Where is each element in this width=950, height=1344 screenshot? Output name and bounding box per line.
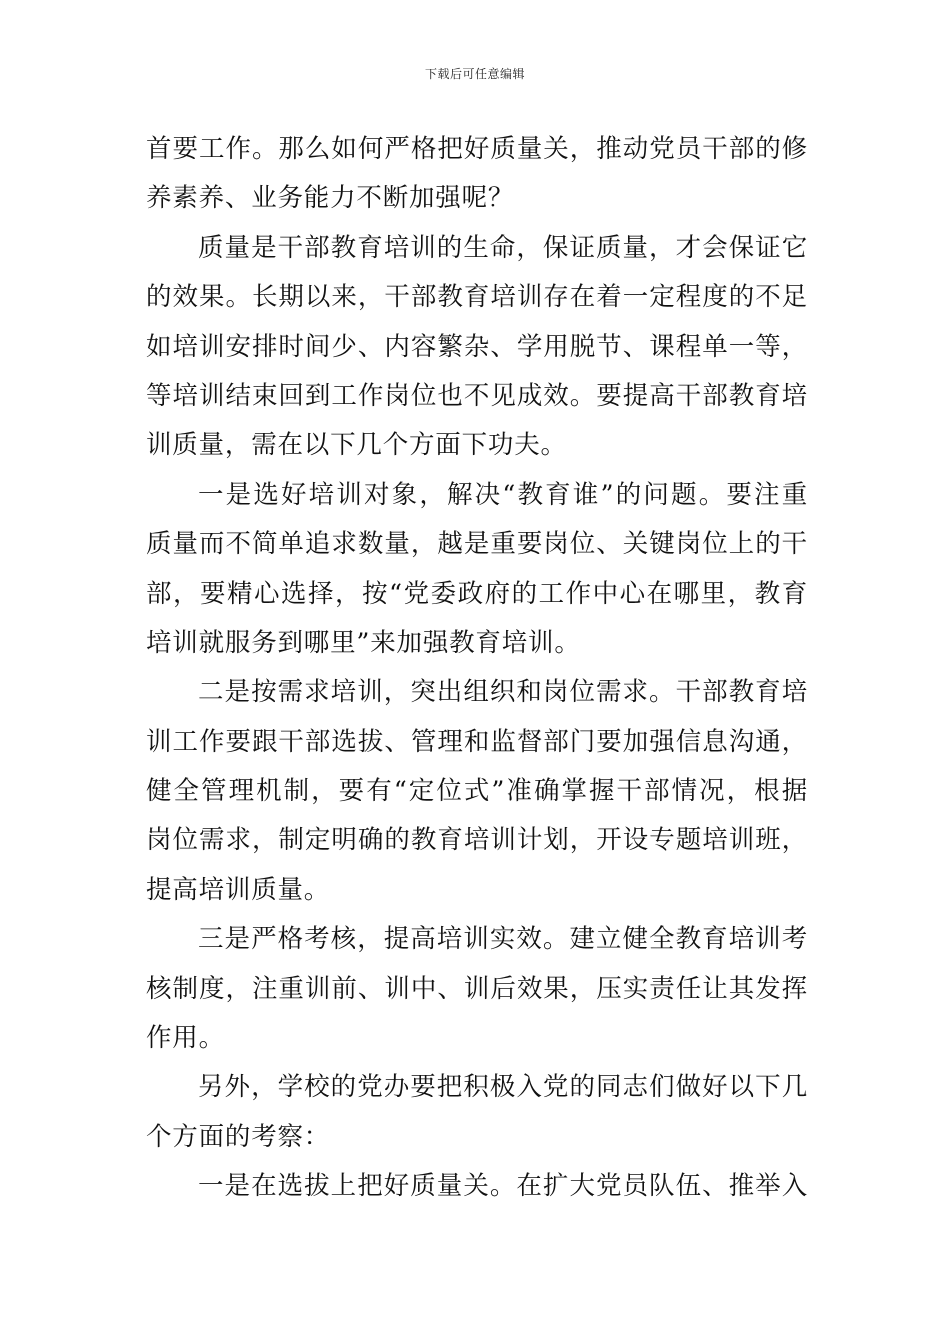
text-line: 训质量，需在以下几个方面下功夫。: [146, 430, 567, 461]
page-header: 下载后可任意编辑: [424, 67, 525, 81]
text-line: 健全管理机制，要有“定位式”准确掌握干部情况，根据: [146, 776, 808, 807]
text-line: 如培训安排时间少、内容繁杂、学用脱节、课程单一等，: [146, 331, 808, 362]
text-line: 提高培训质量。: [146, 874, 331, 905]
document-body: [146, 125, 808, 1212]
text-line: 核制度，注重训前、训中、训后效果，压实责任让其发挥: [146, 973, 808, 1004]
text-line: 首要工作。那么如何严格把好质量关，推动党员干部的修: [146, 134, 808, 164]
text-line: 质量是干部教育培训的生命，保证质量，才会保证它: [198, 232, 808, 263]
text-line: 另外，学校的党办要把积极入党的同志们做好以下几: [198, 1072, 808, 1103]
text-line: 培训就服务到哪里”来加强教育培训。: [146, 627, 581, 658]
text-line: 一是在选拔上把好质量关。在扩大党员队伍、推举入: [198, 1171, 808, 1202]
text-line: 训工作要跟干部选拔、管理和监督部门要加强信息沟通，: [146, 726, 808, 757]
text-line: 等培训结束回到工作岗位也不见成效。要提高干部教育培: [146, 380, 808, 411]
text-line: 一是选好培训对象，解决“教育谁”的问题。要注重: [198, 479, 808, 510]
text-line: 养素养、业务能力不断加强呢？: [146, 183, 515, 214]
text-line: 作用。: [146, 1023, 225, 1054]
text-line: 三是严格考核，提高培训实效。建立健全教育培训考: [198, 924, 808, 955]
text-line: 二是按需求培训，突出组织和岗位需求。干部教育培: [198, 677, 808, 708]
text-line: 部，要精心选择，按“党委政府的工作中心在哪里，教育: [146, 578, 808, 609]
text-line: 的效果。长期以来，干部教育培训存在着一定程度的不足: [146, 282, 808, 313]
text-line: 岗位需求，制定明确的教育培训计划，开设专题培训班，: [146, 825, 808, 856]
text-line: 个方面的考察：: [146, 1121, 331, 1152]
text-line: 质量而不简单追求数量，越是重要岗位、关键岗位上的干: [146, 529, 808, 560]
